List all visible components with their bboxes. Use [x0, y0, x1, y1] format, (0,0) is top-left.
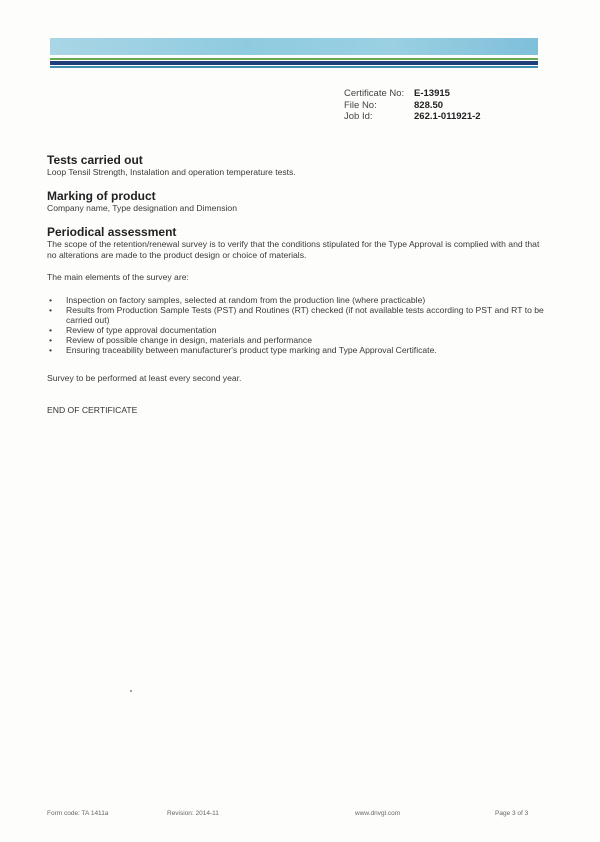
banner-green-line	[50, 58, 538, 60]
survey-frequency-text: Survey to be performed at least every second year.	[47, 373, 242, 383]
list-item	[47, 325, 547, 335]
file-number-row	[344, 100, 481, 112]
certificate-number-row	[344, 88, 481, 100]
survey-elements-list	[47, 295, 547, 356]
footer-revision: Revision: 2014-11	[167, 810, 219, 817]
list-item-text: Review of possible change in design, materials and performance	[66, 335, 313, 346]
banner-teal-line	[50, 66, 538, 68]
list-item	[47, 335, 547, 345]
footer-page-number: Page 3 of 3	[495, 810, 529, 817]
marking-text: Company name, Type designation and Dimension	[47, 203, 237, 213]
scan-speck	[130, 690, 132, 692]
bullet-icon: •	[49, 335, 53, 346]
certificate-meta	[344, 88, 481, 123]
list-item	[47, 295, 547, 305]
bullet-icon: •	[49, 325, 53, 336]
periodical-section	[47, 225, 547, 261]
list-item-text: Inspection on factory samples, selected at random from the production line (where practicable)	[66, 295, 426, 305]
tests-heading: Tests carried out	[47, 153, 143, 167]
list-item-text: Review of type approval documentation	[66, 325, 217, 336]
bullet-icon: •	[49, 305, 53, 316]
banner-blue-line	[50, 61, 538, 65]
marking-section	[47, 189, 237, 214]
periodical-text: The scope of the retention/renewal survey is to verify that the conditions stipulated for the Type Approval is complied with and that no alterations are made to the product design or choice of materials.	[47, 239, 540, 260]
certificate-number-label: Certificate No:	[344, 88, 405, 99]
tests-text: Loop Tensil Strength, Instalation and operation temperature tests.	[47, 167, 296, 177]
bullet-icon: •	[49, 295, 53, 305]
list-item	[47, 305, 547, 325]
footer-website-link[interactable]: www.dnvgl.com	[355, 810, 401, 817]
file-number-value: 828.50	[414, 99, 444, 111]
banner-light-band	[50, 38, 538, 55]
job-id-value: 262.1-011921-2	[414, 111, 481, 122]
file-number-label: File No:	[344, 99, 377, 111]
header-banner	[50, 38, 538, 72]
certificate-number-value: E-13915	[414, 88, 450, 99]
main-elements-intro: The main elements of the survey are:	[47, 272, 189, 282]
tests-section	[47, 153, 296, 178]
marking-heading: Marking of product	[47, 189, 156, 203]
list-item	[47, 345, 547, 355]
list-item-text: Results from Production Sample Tests (PST) and Routines (RT) checked (if not available tests according to PST and RT to be carried out)	[66, 305, 544, 326]
job-id-label: Job Id:	[344, 111, 373, 122]
job-id-row	[344, 111, 481, 123]
end-of-certificate: END OF CERTIFICATE	[47, 405, 138, 415]
bullet-icon: •	[49, 345, 53, 356]
periodical-heading: Periodical assessment	[47, 225, 177, 239]
footer-form-code: Form code: TA 1411a	[47, 810, 109, 817]
list-item-text: Ensuring traceability between manufacturer's product type marking and Type Approval Certificate.	[66, 345, 437, 356]
